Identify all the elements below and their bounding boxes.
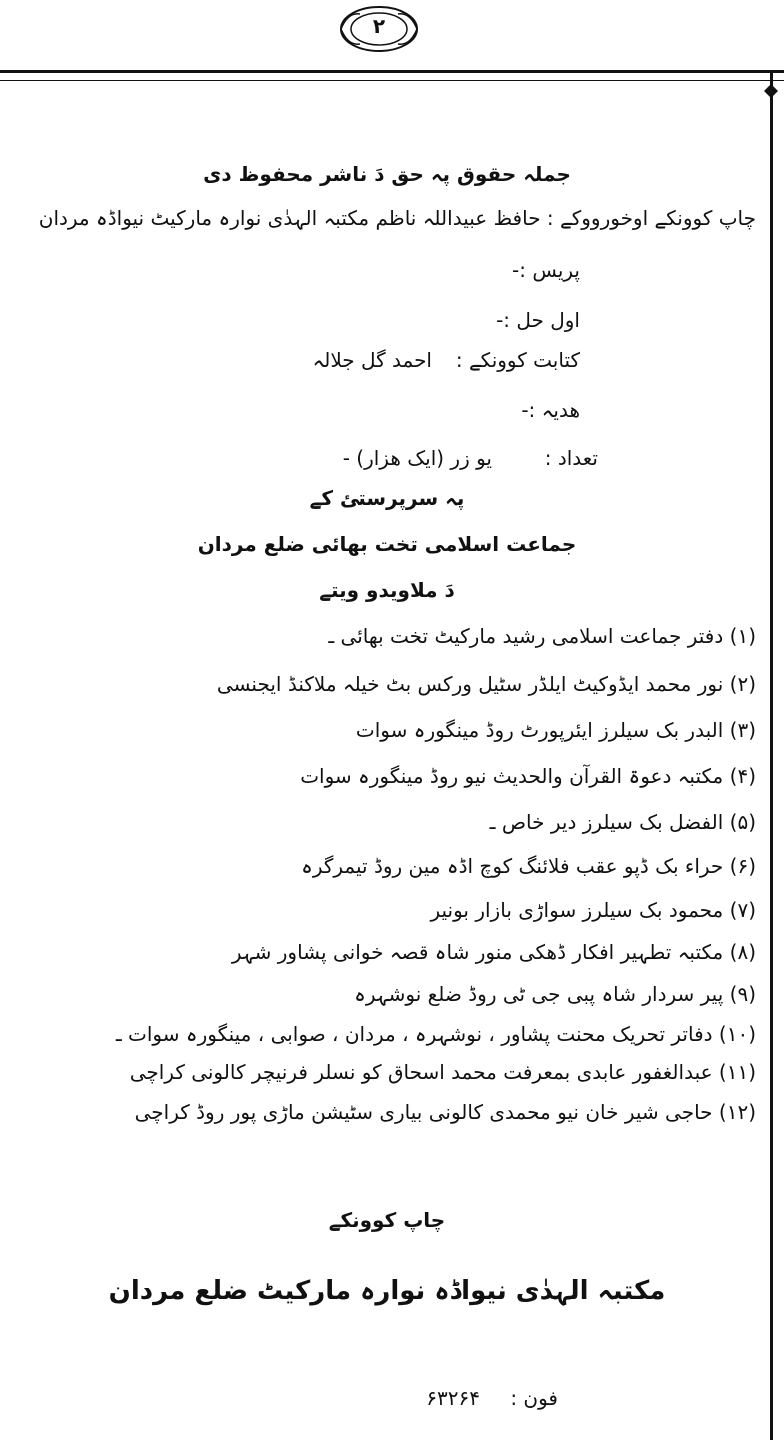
- address-item: (۷) محمود بک سیلرز سواڑی بازار بونیر: [430, 898, 756, 922]
- quantity-label: تعداد :: [544, 446, 598, 470]
- frame-right-rule: [770, 70, 773, 1440]
- corner-ornament-icon: [764, 84, 778, 98]
- colophon-page: [18, 150, 756, 1430]
- address-item: (۸) مکتبہ تطہیر افکار ڈھکی منور شاہ قصہ خوانی پشاور شہر: [231, 940, 756, 964]
- price-label: ھدیہ :-: [521, 398, 580, 422]
- address-item: (۲) نور محمد ایڈوکیٹ ایلڈر سٹیل ورکس بٹ خیلہ ملاکنڈ ایجنسی: [216, 672, 756, 696]
- quantity-value: یو زر (ایک ھزار) -: [342, 446, 492, 470]
- printer-name: مکتبہ الہدٰی نیواڈہ نوارہ مارکیٹ ضلع مردان: [108, 1276, 666, 1306]
- page-number-medallion: [338, 4, 420, 54]
- printer-heading: چاپ کوونکے: [328, 1208, 446, 1232]
- publisher-line: چاپ کوونکے اوخورووکے : حافظ عبیداللہ ناظم مکتبہ الہدٰی نوارہ مارکیٹ نیواڈہ مردان: [38, 206, 756, 230]
- rights-statement: جملہ حقوق پہ حق دَ ناشر محفوظ دی: [203, 162, 571, 186]
- availability-heading: دَ ملاویدو ویتے: [319, 578, 455, 602]
- address-item: (۱۲) حاجی شیر خان نیو محمدی کالونی بیاری سٹیشن ماڑی پور روڈ کراچی: [134, 1100, 756, 1124]
- edition-label: اول حل :-: [496, 308, 580, 332]
- page-number: ۲: [372, 14, 386, 38]
- calligrapher-name: احمد گل جلالہ: [312, 348, 432, 372]
- address-item: (۱۱) عبدالغفور عابدی بمعرفت محمد اسحاق کو نسلر فرنیچر کالونی کراچی: [129, 1060, 756, 1084]
- address-item: (۱) دفتر جماعت اسلامی رشید مارکیٹ تخت بھائی ـ: [328, 624, 756, 648]
- address-item: (۱۰) دفاتر تحریک محنت پشاور ، نوشہرہ ، مردان ، صوابی ، مینگورہ سوات ـ: [115, 1022, 756, 1046]
- calligrapher-label: کتابت کوونکے :: [455, 348, 580, 372]
- phone-number: ۶۳۲۶۴: [426, 1386, 480, 1410]
- frame-top-rule: [0, 70, 784, 73]
- address-item: (۹) پیر سردار شاہ پبی جی ٹی روڈ ضلع نوشہرہ: [354, 982, 756, 1006]
- address-item: (۳) البدر بک سیلرز ایئرپورٹ روڈ مینگورہ سوات: [355, 718, 756, 742]
- patronage-line: پہ سرپرستئ کے: [309, 486, 465, 510]
- frame-top-rule-inner: [0, 80, 784, 81]
- patron-organization: جماعت اسلامی تخت بھائی ضلع مردان: [197, 532, 577, 556]
- address-item: (۶) حراء بک ڈپو عقب فلائنگ کوچ اڈہ مین روڈ تیمرگرہ: [301, 854, 756, 878]
- press-label: پریس :-: [512, 258, 580, 282]
- address-item: (۵) الفضل بک سیلرز دیر خاص ـ: [489, 810, 756, 834]
- phone-label: فون :: [510, 1386, 558, 1410]
- address-item: (۴) مکتبہ دعوۃ القرآن والحدیث نیو روڈ مینگورہ سوات: [300, 764, 756, 788]
